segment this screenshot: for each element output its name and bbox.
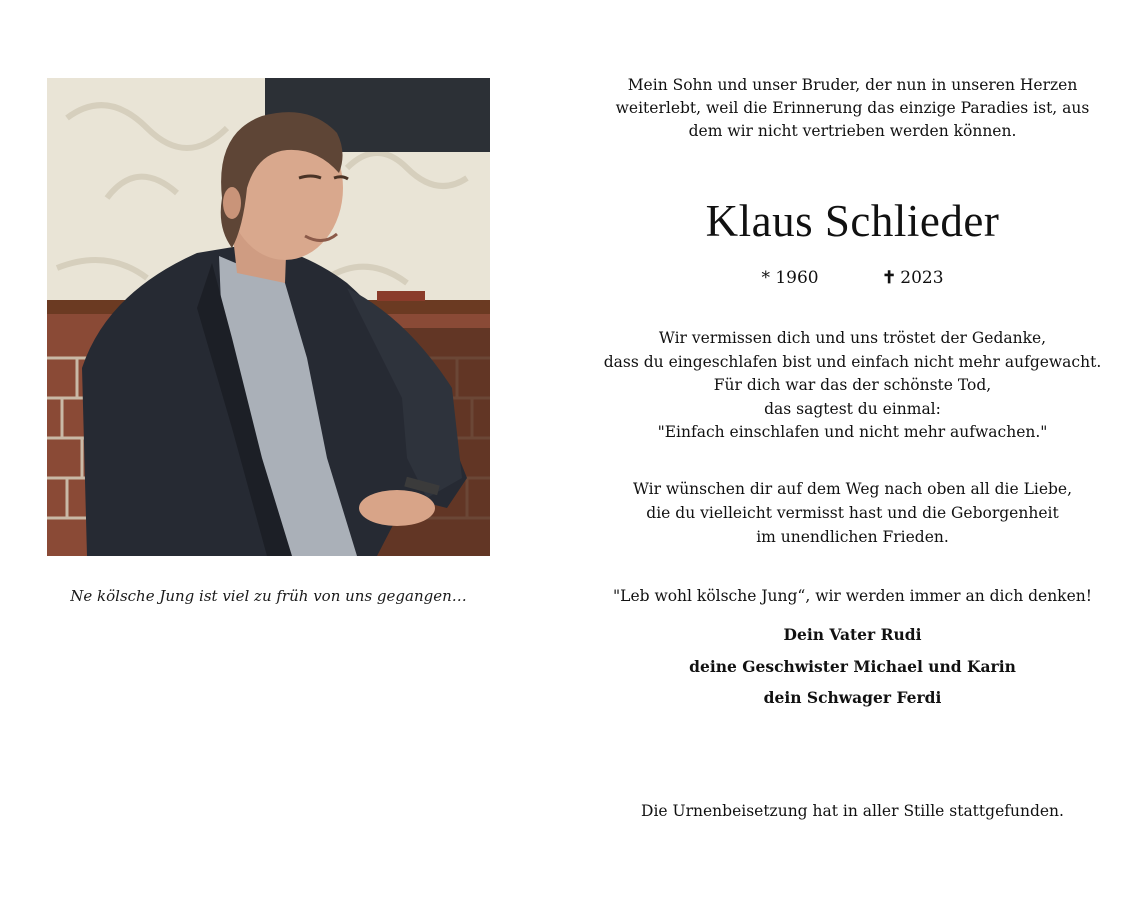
- life-dates: [600, 268, 1105, 288]
- portrait-photo: [47, 78, 490, 556]
- signers-list: [600, 619, 1105, 714]
- photo-caption: Ne kölsche Jung ist viel zu früh von uns gegangen…: [70, 587, 467, 605]
- signer: dein Schwager Ferdi: [763, 688, 942, 707]
- cross-icon: ✝: [882, 268, 897, 288]
- deceased-name: Klaus Schlieder: [705, 196, 1000, 246]
- paragraph-line: Für dich war das der schönste Tod,: [713, 376, 992, 394]
- paragraph-line: im unendlichen Frieden.: [756, 528, 949, 546]
- signer: Dein Vater Rudi: [783, 625, 922, 644]
- farewell-line: "Leb wohl kölsche Jung“, wir werden immer an dich denken!: [613, 587, 1092, 605]
- paragraph-line: das sagtest du einmal:: [764, 399, 941, 418]
- signer: deine Geschwister Michael und Karin: [689, 656, 1016, 676]
- intro-quote: [600, 74, 1105, 143]
- death-date: [882, 268, 944, 288]
- paragraph-line: dass du eingeschlafen bist und einfach nicht mehr aufgewacht.: [603, 352, 1102, 371]
- intro-line: weiterlebt, weil die Erinnerung das einzige Paradies ist, aus: [615, 99, 1090, 117]
- birth-year: * 1960: [761, 268, 819, 288]
- burial-note: Die Urnenbeisetzung hat in aller Stille stattgefunden.: [641, 802, 1064, 820]
- intro-line: dem wir nicht vertrieben werden können.: [688, 122, 1017, 140]
- memorial-paragraph-1: [600, 327, 1105, 445]
- paragraph-line: Wir wünschen dir auf dem Weg nach oben all die Liebe,: [632, 480, 1073, 498]
- paragraph-line: die du vielleicht vermisst hast und die Geborgenheit: [646, 504, 1059, 522]
- paragraph-line: "Einfach einschlafen und nicht mehr aufwachen.": [657, 423, 1048, 441]
- memorial-paragraph-2: [600, 477, 1105, 549]
- intro-line: Mein Sohn und unser Bruder, der nun in unseren Herzen: [627, 76, 1078, 94]
- death-year: 2023: [900, 268, 944, 288]
- paragraph-line: Wir vermissen dich und uns tröstet der Gedanke,: [658, 329, 1047, 347]
